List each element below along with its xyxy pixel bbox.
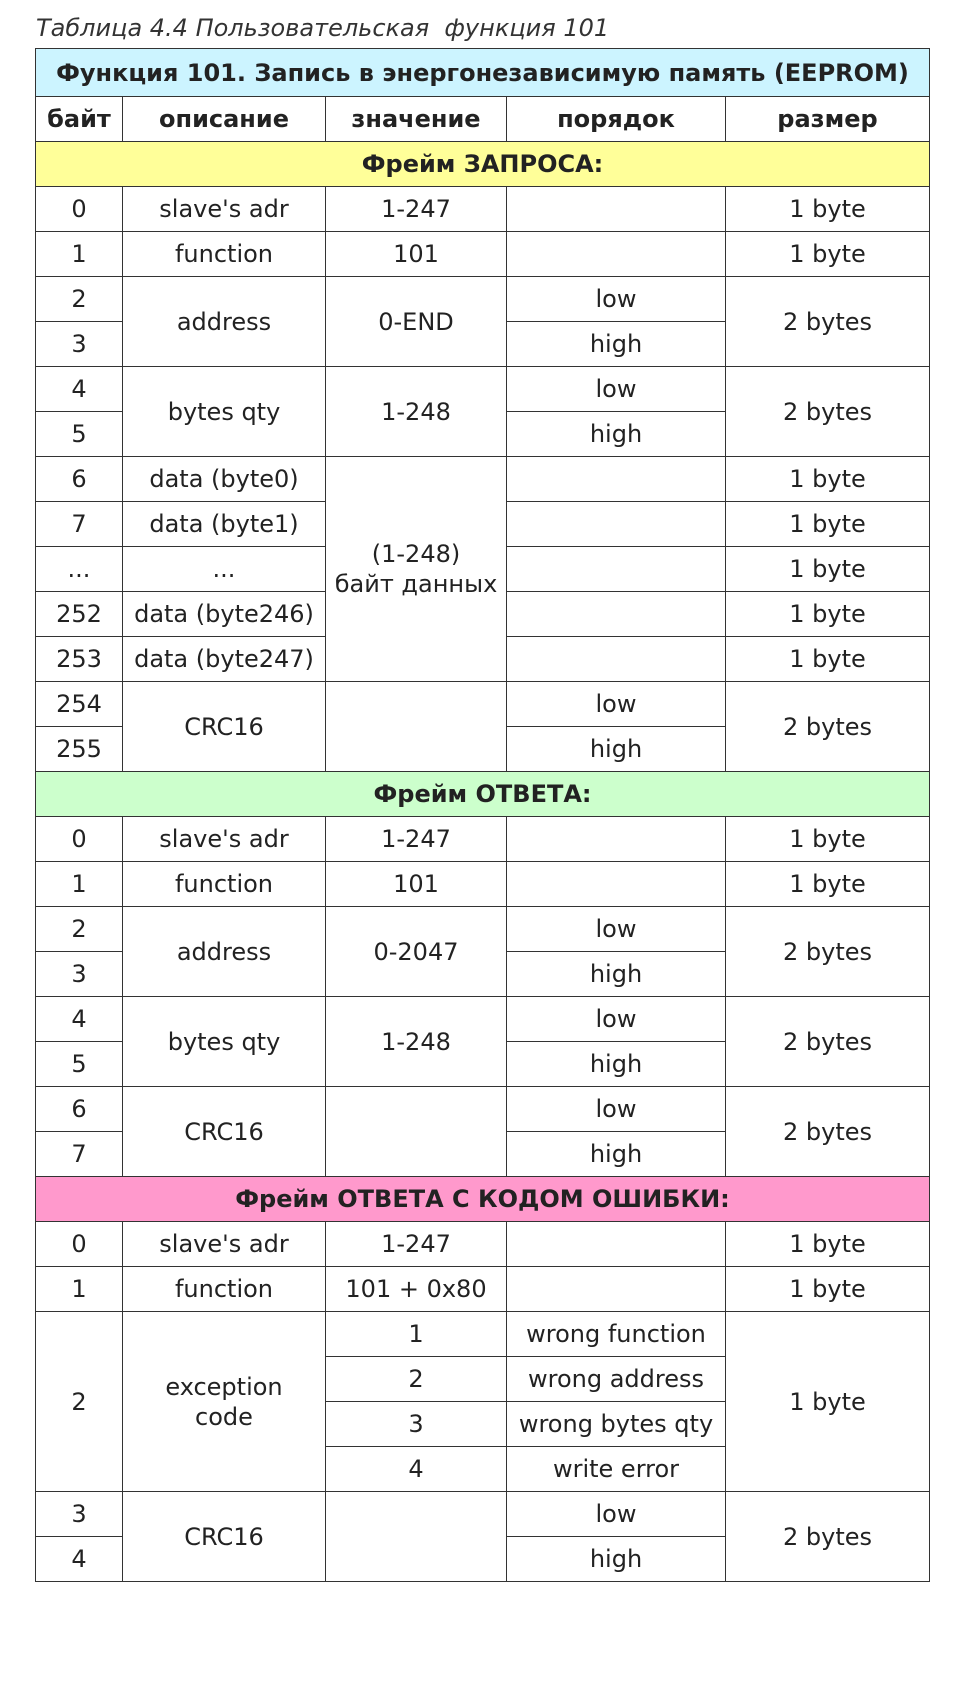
table-row — [36, 367, 930, 412]
section-error: Фрейм ОТВЕТА С КОДОМ ОШИБКИ: — [36, 1177, 930, 1222]
order-cell: low — [507, 277, 726, 322]
value-cell: 2 — [326, 1357, 507, 1402]
description-cell: function — [123, 232, 326, 277]
order-cell: wrong address — [507, 1357, 726, 1402]
table-row — [36, 1312, 930, 1357]
size-cell: 2 bytes — [726, 907, 930, 997]
byte-cell: 255 — [36, 727, 123, 772]
table-row — [36, 457, 930, 502]
order-cell — [507, 187, 726, 232]
description-cell — [123, 1312, 326, 1492]
table-caption: Таблица 4.4 Пользовательская функция 101 — [36, 14, 610, 42]
size-cell: 2 bytes — [726, 997, 930, 1087]
value-cell: 1-248 — [326, 367, 507, 457]
value-cell: 0-END — [326, 277, 507, 367]
description-cell: address — [123, 907, 326, 997]
size-cell: 2 bytes — [726, 682, 930, 772]
value-cell: 1-247 — [326, 187, 507, 232]
byte-cell: 1 — [36, 232, 123, 277]
description-cell: slave's adr — [123, 817, 326, 862]
size-cell: 1 byte — [726, 862, 930, 907]
byte-cell: 2 — [36, 277, 123, 322]
header-row — [36, 97, 930, 142]
description-cell: ... — [123, 547, 326, 592]
byte-cell: 4 — [36, 367, 123, 412]
byte-cell: 5 — [36, 412, 123, 457]
description-cell: bytes qty — [123, 997, 326, 1087]
size-cell: 2 bytes — [726, 277, 930, 367]
description-cell: CRC16 — [123, 1492, 326, 1582]
order-cell: high — [507, 412, 726, 457]
size-cell: 1 byte — [726, 1222, 930, 1267]
byte-cell: 1 — [36, 1267, 123, 1312]
order-cell — [507, 1267, 726, 1312]
table-row — [36, 862, 930, 907]
data-value-line-2: байт данных — [334, 570, 498, 598]
description-cell: function — [123, 1267, 326, 1312]
table-title: Функция 101. Запись в энергонезависимую память (EEPROM) — [36, 49, 930, 97]
byte-cell: 1 — [36, 862, 123, 907]
table-row — [36, 187, 930, 232]
byte-cell: 252 — [36, 592, 123, 637]
order-cell: low — [507, 1087, 726, 1132]
size-cell: 1 byte — [726, 817, 930, 862]
description-cell: bytes qty — [123, 367, 326, 457]
size-cell: 1 byte — [726, 457, 930, 502]
order-cell — [507, 817, 726, 862]
table-row — [36, 817, 930, 862]
size-cell: 2 bytes — [726, 1087, 930, 1177]
byte-cell: 253 — [36, 637, 123, 682]
table-row — [36, 997, 930, 1042]
order-cell — [507, 547, 726, 592]
order-cell: high — [507, 1042, 726, 1087]
header-byte: байт — [36, 97, 123, 142]
byte-cell: 0 — [36, 1222, 123, 1267]
order-cell — [507, 1222, 726, 1267]
header-size: размер — [726, 97, 930, 142]
byte-cell: 2 — [36, 1312, 123, 1492]
table-row — [36, 1267, 930, 1312]
order-cell: high — [507, 727, 726, 772]
size-cell: 1 byte — [726, 592, 930, 637]
title-row — [36, 49, 930, 97]
table-row — [36, 1222, 930, 1267]
byte-cell: 3 — [36, 322, 123, 367]
order-cell — [507, 862, 726, 907]
value-cell: 1 — [326, 1312, 507, 1357]
value-cell — [326, 1087, 507, 1177]
value-cell: 101 + 0x80 — [326, 1267, 507, 1312]
size-cell: 1 byte — [726, 1267, 930, 1312]
order-cell: high — [507, 1537, 726, 1582]
order-cell: high — [507, 1132, 726, 1177]
description-cell: slave's adr — [123, 187, 326, 232]
order-cell — [507, 637, 726, 682]
exception-line-2: code — [195, 1402, 253, 1431]
byte-cell: 4 — [36, 997, 123, 1042]
byte-cell: 0 — [36, 817, 123, 862]
value-cell: 1-247 — [326, 817, 507, 862]
order-cell — [507, 232, 726, 277]
function-101-table — [35, 48, 930, 1582]
description-cell: address — [123, 277, 326, 367]
order-cell — [507, 457, 726, 502]
order-cell — [507, 502, 726, 547]
table-row — [36, 907, 930, 952]
byte-cell: ... — [36, 547, 123, 592]
description-cell: CRC16 — [123, 682, 326, 772]
data-value-line-1: (1-248) — [371, 540, 461, 568]
table-row — [36, 232, 930, 277]
order-cell: low — [507, 907, 726, 952]
order-cell: high — [507, 322, 726, 367]
value-cell: 1-248 — [326, 997, 507, 1087]
header-order: порядок — [507, 97, 726, 142]
value-cell: 3 — [326, 1402, 507, 1447]
table-row — [36, 277, 930, 322]
section-row-response — [36, 772, 930, 817]
value-cell: 101 — [326, 232, 507, 277]
order-cell: low — [507, 997, 726, 1042]
value-cell: 101 — [326, 862, 507, 907]
section-row-error — [36, 1177, 930, 1222]
size-cell: 1 byte — [726, 232, 930, 277]
description-cell: data (byte1) — [123, 502, 326, 547]
order-cell — [507, 592, 726, 637]
section-request: Фрейм ЗАПРОСА: — [36, 142, 930, 187]
byte-cell: 3 — [36, 952, 123, 997]
description-cell: data (byte246) — [123, 592, 326, 637]
order-cell: wrong function — [507, 1312, 726, 1357]
size-cell: 1 byte — [726, 547, 930, 592]
byte-cell: 7 — [36, 1132, 123, 1177]
byte-cell: 5 — [36, 1042, 123, 1087]
byte-cell: 6 — [36, 1087, 123, 1132]
order-cell: write error — [507, 1447, 726, 1492]
order-cell: low — [507, 1492, 726, 1537]
byte-cell: 6 — [36, 457, 123, 502]
section-response: Фрейм ОТВЕТА: — [36, 772, 930, 817]
table-row — [36, 1087, 930, 1132]
byte-cell: 0 — [36, 187, 123, 232]
order-cell: high — [507, 952, 726, 997]
description-cell: CRC16 — [123, 1087, 326, 1177]
value-cell: 4 — [326, 1447, 507, 1492]
byte-cell: 2 — [36, 907, 123, 952]
section-row-request — [36, 142, 930, 187]
description-cell: function — [123, 862, 326, 907]
value-cell: 1-247 — [326, 1222, 507, 1267]
byte-cell: 254 — [36, 682, 123, 727]
byte-cell: 3 — [36, 1492, 123, 1537]
size-cell: 2 bytes — [726, 367, 930, 457]
size-cell: 1 byte — [726, 187, 930, 232]
byte-cell: 4 — [36, 1537, 123, 1582]
order-cell: low — [507, 367, 726, 412]
header-value: значение — [326, 97, 507, 142]
order-cell: wrong bytes qty — [507, 1402, 726, 1447]
size-cell: 1 byte — [726, 1312, 930, 1492]
value-cell: 0-2047 — [326, 907, 507, 997]
size-cell: 2 bytes — [726, 1492, 930, 1582]
header-description: описание — [123, 97, 326, 142]
table-row — [36, 682, 930, 727]
description-cell: data (byte0) — [123, 457, 326, 502]
order-cell: low — [507, 682, 726, 727]
size-cell: 1 byte — [726, 637, 930, 682]
table-row — [36, 1492, 930, 1537]
byte-cell: 7 — [36, 502, 123, 547]
value-cell — [326, 682, 507, 772]
exception-line-1: exception — [165, 1372, 283, 1401]
description-cell: slave's adr — [123, 1222, 326, 1267]
size-cell: 1 byte — [726, 502, 930, 547]
value-cell — [326, 457, 507, 682]
value-cell — [326, 1492, 507, 1582]
description-cell: data (byte247) — [123, 637, 326, 682]
